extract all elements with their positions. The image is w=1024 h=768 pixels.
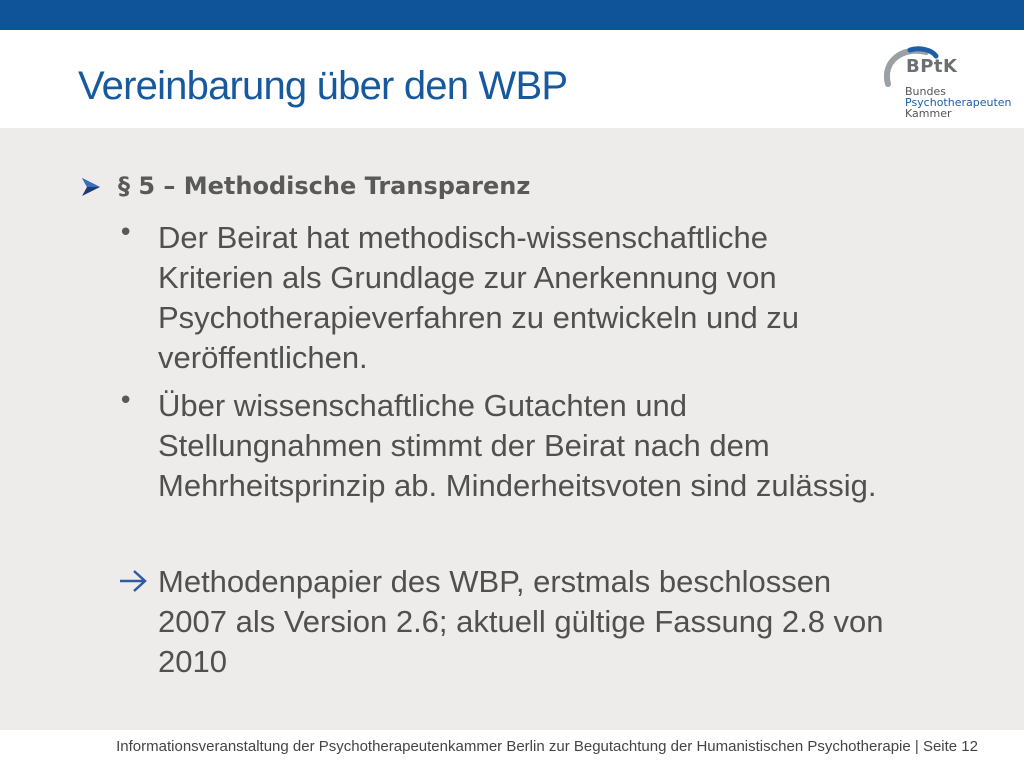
logo-line-2: Psychotherapeuten [905, 96, 1012, 109]
bullet-text: Über wissenschaftliche Gutachten und Stellungnahmen stimmt der Beirat nach dem Mehrheitsprinzip ab. Minderheitsvoten sind zulässig. [158, 388, 877, 503]
bullet-text: Der Beirat hat methodisch-wissenschaftliche Kriterien als Grundlage zur Anerkennung von Psychotherapieverfahren zu entwickeln und zu veröffentlichen. [158, 220, 800, 375]
bptk-logo [880, 44, 1012, 124]
bullet-dot-icon: • [118, 218, 134, 248]
bullet-dot-icon: • [118, 386, 134, 416]
slide-header [0, 30, 1024, 128]
slide-footer [0, 730, 1024, 768]
bullet-text: Methodenpapier des WBP, erstmals beschlossen 2007 als Version 2.6; aktuell gültige Fassung 2.8 von 2010 [158, 564, 884, 679]
arrowhead-bullet-icon [80, 176, 102, 198]
slide-content [0, 128, 1024, 730]
slide-title: Vereinbarung über den WBP [78, 64, 568, 108]
arrow-right-icon [118, 568, 148, 594]
top-accent-bar [0, 0, 1024, 30]
section-heading-text: § 5 – Methodische Transparenz [118, 172, 531, 200]
footer-text: Informationsveranstaltung der Psychotherapeutenkammer Berlin zur Begutachtung der Humanistischen Psychotherapie | Seite 12 [116, 738, 978, 755]
logo-line-3: Kammer [905, 107, 952, 120]
logo-line-1: Bundes [905, 85, 946, 98]
logo-mark: BPtK [906, 56, 958, 77]
